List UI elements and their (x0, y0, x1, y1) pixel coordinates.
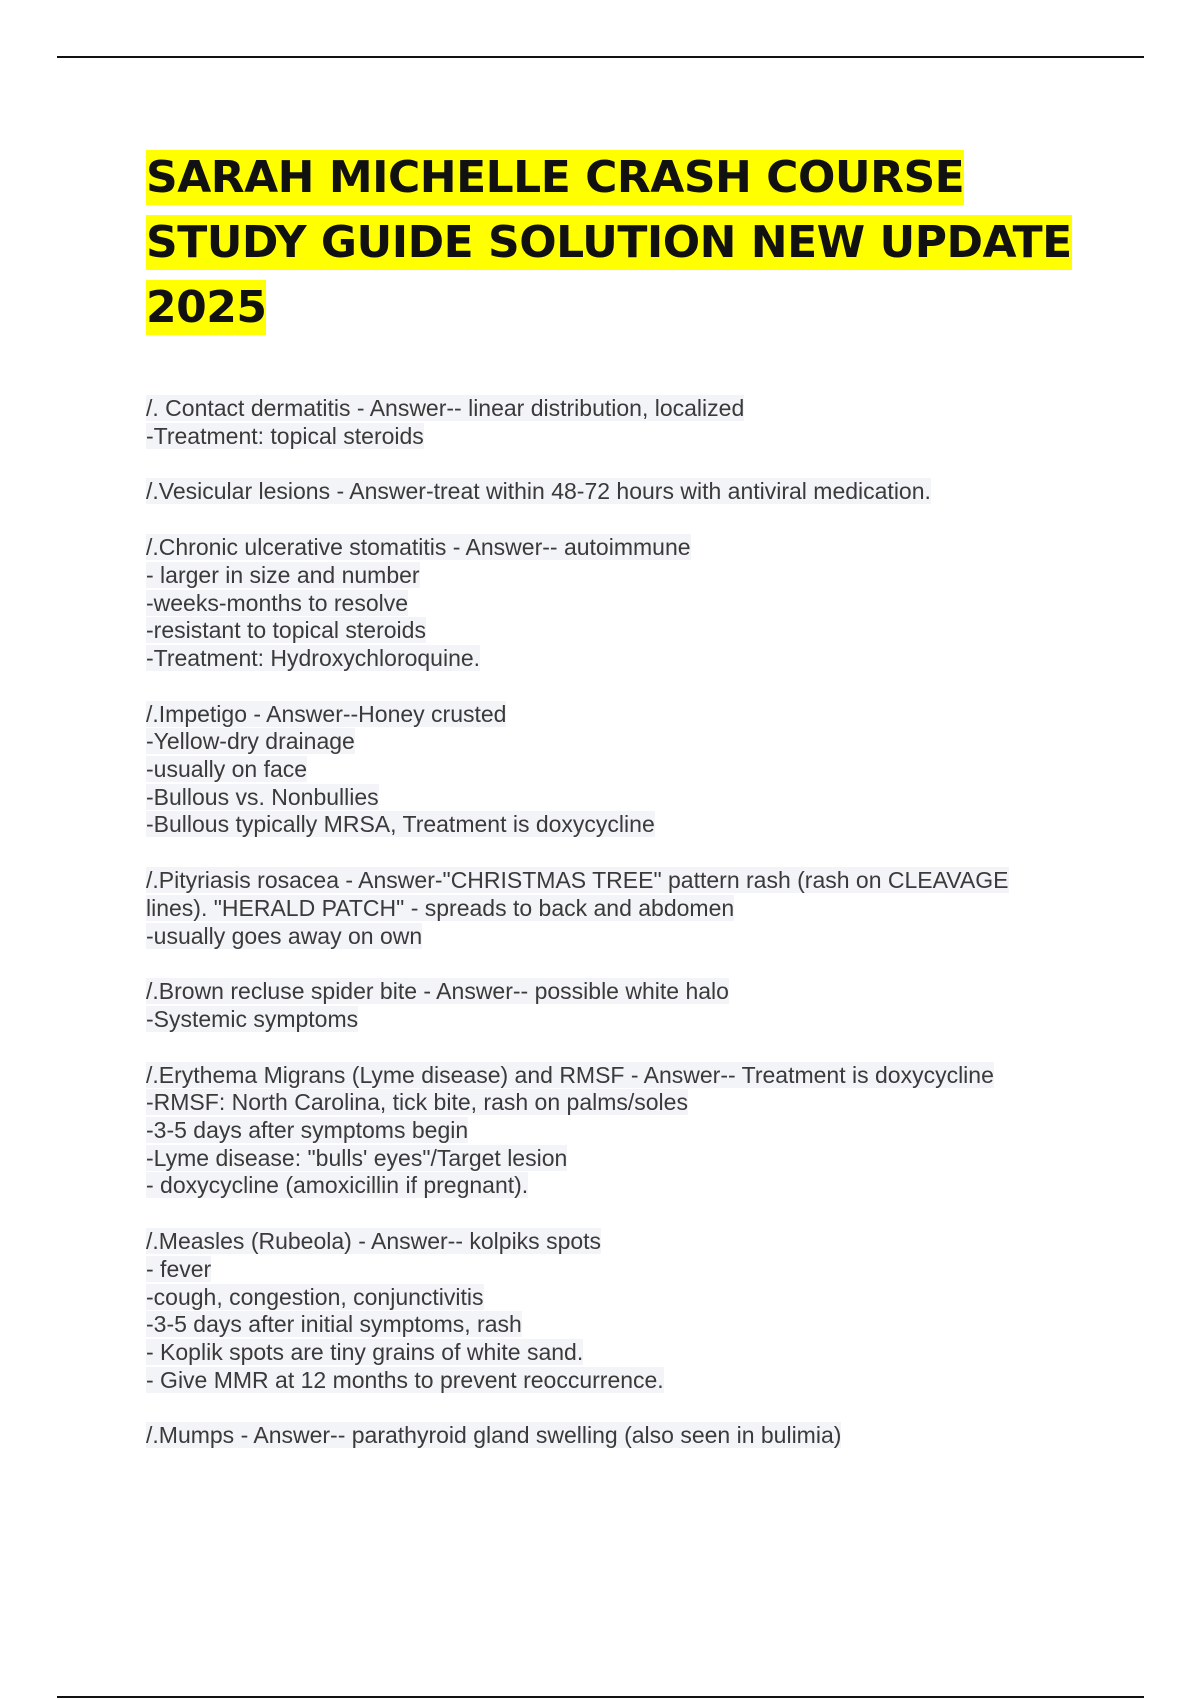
entry-question-line (146, 478, 1106, 506)
entry-detail-line (146, 1367, 1106, 1395)
study-entry (146, 534, 1106, 673)
entry-question-line (146, 701, 1106, 729)
entry-detail-line (146, 1256, 1106, 1284)
entry-line-text: /.Pityriasis rosacea - Answer-"CHRISTMAS TREE" pattern rash (rash on CLEAVAGE (146, 867, 1009, 894)
entry-line-text: -3-5 days after initial symptoms, rash (146, 1311, 522, 1338)
study-entry (146, 478, 1106, 506)
entry-line-text: -usually goes away on own (146, 922, 423, 949)
entry-question-line (146, 1422, 1106, 1450)
entry-detail-line (146, 1311, 1106, 1339)
entry-question-line (146, 1062, 1106, 1090)
entry-line-text: /.Chronic ulcerative stomatitis - Answer-- autoimmune (146, 534, 691, 561)
entry-detail-line (146, 1145, 1106, 1173)
entry-detail-line (146, 756, 1106, 784)
study-entries (146, 395, 1106, 1450)
study-entry (146, 1228, 1106, 1394)
entry-line-text: -Yellow-dry drainage (146, 728, 355, 755)
entry-question-line (146, 395, 1106, 423)
entry-line-text: -Systemic symptoms (146, 1005, 359, 1032)
study-entry (146, 867, 1106, 950)
entry-line-text: /.Brown recluse spider bite - Answer-- possible white halo (146, 978, 729, 1005)
entry-line-text: -resistant to topical steroids (146, 617, 426, 644)
document-body (146, 145, 1106, 1478)
bottom-rule (57, 1696, 1144, 1698)
entry-line-text: /.Erythema Migrans (Lyme disease) and RMSF - Answer-- Treatment is doxycycline (146, 1061, 994, 1088)
entry-line-text: /. Contact dermatitis - Answer-- linear distribution, localized (146, 395, 745, 421)
entry-line-text: /.Vesicular lesions - Answer-treat within 48-72 hours with antiviral medication. (146, 478, 931, 505)
entry-line-text: -Bullous typically MRSA, Treatment is doxycycline (146, 811, 655, 838)
entry-detail-line (146, 617, 1106, 645)
entry-line-text: -cough, congestion, conjunctivitis (146, 1283, 484, 1310)
document-title (146, 145, 1106, 340)
entry-detail-line (146, 811, 1106, 839)
entry-detail-line (146, 645, 1106, 673)
study-entry (146, 395, 1106, 450)
entry-question-line (146, 1228, 1106, 1256)
entry-line-text: -Lyme disease: "bulls' eyes"/Target lesion (146, 1144, 568, 1171)
entry-line-text: -Bullous vs. Nonbullies (146, 783, 379, 810)
entry-line-text: - Koplik spots are tiny grains of white sand. (146, 1338, 584, 1365)
entry-detail-line (146, 1172, 1106, 1200)
entry-line-text: -weeks-months to resolve (146, 589, 409, 616)
entry-detail-line (146, 1006, 1106, 1034)
entry-detail-line (146, 1339, 1106, 1367)
entry-question-line (146, 867, 1106, 895)
entry-line-text: - larger in size and number (146, 561, 420, 588)
study-entry (146, 1062, 1106, 1201)
entry-question-line (146, 534, 1106, 562)
entry-detail-line (146, 923, 1106, 951)
entry-detail-line (146, 1117, 1106, 1145)
entry-line-text: -Treatment: topical steroids (146, 422, 424, 449)
entry-line-text: - fever (146, 1255, 212, 1282)
entry-line-text: -usually on face (146, 756, 308, 783)
entry-line-text: - doxycycline (amoxicillin if pregnant). (146, 1172, 529, 1199)
document-title-text: SARAH MICHELLE CRASH COURSE STUDY GUIDE SOLUTION NEW UPDATE 2025 (146, 152, 1072, 333)
entry-line-text: -3-5 days after symptoms begin (146, 1117, 469, 1144)
entry-detail-line (146, 590, 1106, 618)
entry-line-text: lines). "HERALD PATCH" - spreads to back and abdomen (146, 894, 735, 921)
entry-detail-line (146, 423, 1106, 451)
entry-line-text: -Treatment: Hydroxychloroquine. (146, 644, 481, 671)
entry-detail-line (146, 784, 1106, 812)
entry-detail-line (146, 895, 1106, 923)
study-entry (146, 1422, 1106, 1450)
entry-detail-line (146, 1089, 1106, 1117)
entry-line-text: -RMSF: North Carolina, tick bite, rash on palms/soles (146, 1089, 688, 1116)
study-entry (146, 701, 1106, 840)
top-rule (57, 56, 1144, 58)
entry-detail-line (146, 562, 1106, 590)
study-entry (146, 978, 1106, 1033)
entry-line-text: - Give MMR at 12 months to prevent reoccurrence. (146, 1366, 664, 1393)
entry-detail-line (146, 1284, 1106, 1312)
entry-line-text: /.Measles (Rubeola) - Answer-- kolpiks spots (146, 1228, 602, 1255)
entry-question-line (146, 978, 1106, 1006)
entry-line-text: /.Impetigo - Answer--Honey crusted (146, 700, 507, 727)
entry-line-text: /.Mumps - Answer-- parathyroid gland swelling (also seen in bulimia) (146, 1422, 842, 1449)
entry-detail-line (146, 728, 1106, 756)
